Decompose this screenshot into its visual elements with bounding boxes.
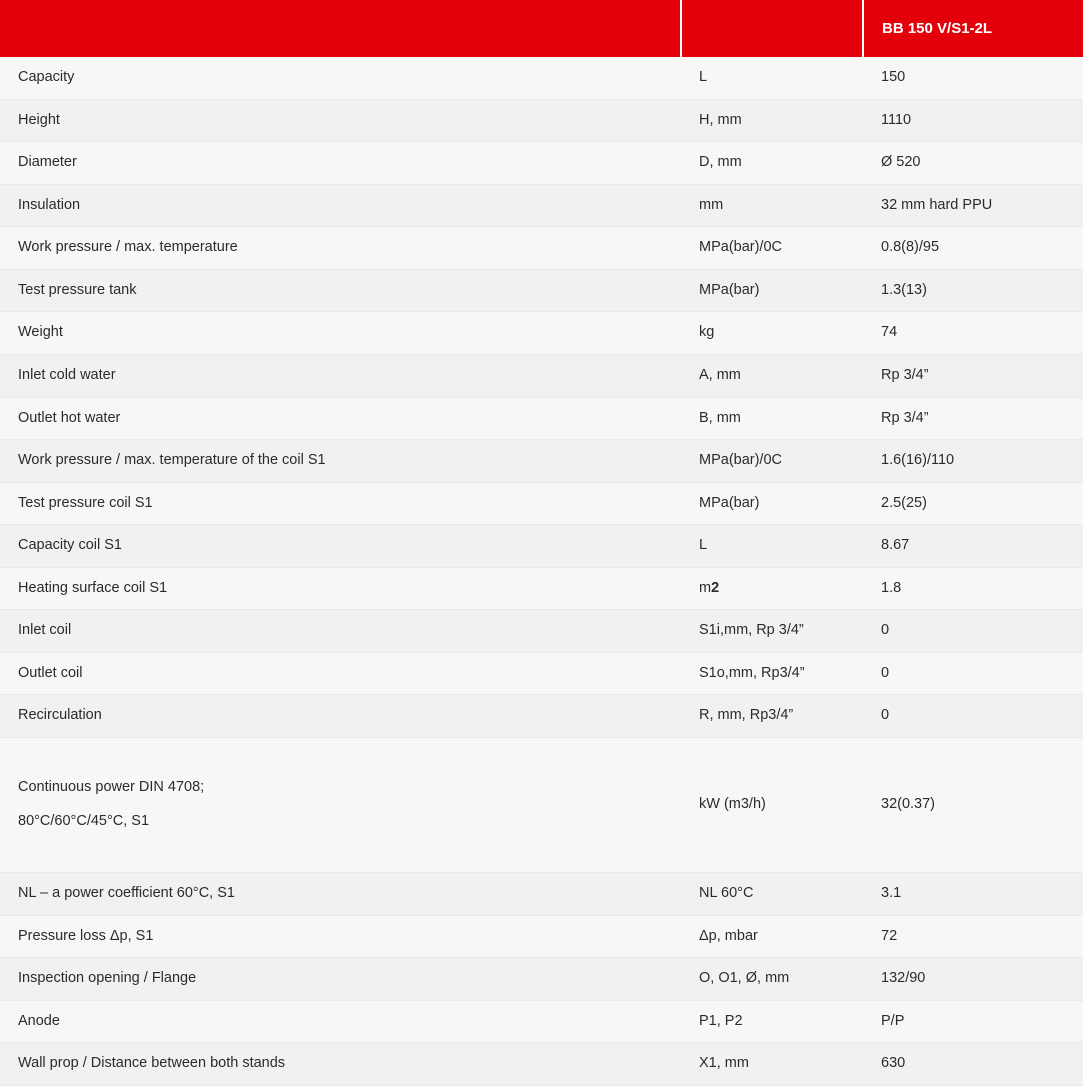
table-row	[0, 1043, 1083, 1086]
cell-unit: Δp, mbar	[681, 915, 863, 958]
cell-parameter: Capacity coil S1	[0, 525, 681, 568]
cell-parameter: Wall prop / Distance between both stands	[0, 1043, 681, 1086]
cell-parameter: Inspection opening / Flange	[0, 958, 681, 1001]
cell-parameter: Pressure loss Δp, S1	[0, 915, 681, 958]
table-row	[0, 915, 1083, 958]
cell-parameter: Test pressure tank	[0, 269, 681, 312]
table-row	[0, 1000, 1083, 1043]
cell-value: 0.8(8)/95	[863, 227, 1083, 270]
cell-unit: O, O1, Ø, mm	[681, 958, 863, 1001]
cell-parameter: Continuous power DIN 4708; 80°C/60°C/45°C, S1	[0, 738, 681, 873]
table-header	[0, 0, 1083, 57]
cell-parameter: Weight	[0, 312, 681, 355]
cell-parameter: Capacity	[0, 57, 681, 99]
cell-value: Ø 520	[863, 142, 1083, 185]
table-body	[0, 57, 1083, 1085]
cell-value: 1.6(16)/110	[863, 440, 1083, 483]
cell-parameter: Diameter	[0, 142, 681, 185]
cell-parameter: Outlet hot water	[0, 397, 681, 440]
cell-unit: NL 60°C	[681, 873, 863, 916]
table-row	[0, 652, 1083, 695]
cell-unit: mm	[681, 184, 863, 227]
cell-parameter: Outlet coil	[0, 652, 681, 695]
cell-value: 630	[863, 1043, 1083, 1086]
table-row	[0, 738, 1083, 873]
header-cell-parameter	[0, 0, 681, 57]
cell-value: 1110	[863, 99, 1083, 142]
cell-parameter: Test pressure coil S1	[0, 482, 681, 525]
cell-unit: MPa(bar)/0C	[681, 227, 863, 270]
cell-value: 72	[863, 915, 1083, 958]
cell-value: 0	[863, 652, 1083, 695]
cell-unit: MPa(bar)/0C	[681, 440, 863, 483]
cell-unit: X1, mm	[681, 1043, 863, 1086]
table-row	[0, 354, 1083, 397]
table-row	[0, 57, 1083, 99]
table-row	[0, 567, 1083, 610]
cell-parameter: Anode	[0, 1000, 681, 1043]
cell-parameter-line2: 80°C/60°C/45°C, S1	[18, 813, 150, 829]
table-header-row	[0, 0, 1083, 57]
table-row	[0, 227, 1083, 270]
header-cell-model: BB 150 V/S1-2L	[863, 0, 1083, 57]
cell-parameter: Height	[0, 99, 681, 142]
cell-value: 0	[863, 610, 1083, 653]
cell-parameter: Work pressure / max. temperature	[0, 227, 681, 270]
cell-value: Rp 3/4”	[863, 354, 1083, 397]
cell-value: 8.67	[863, 525, 1083, 568]
cell-value: 150	[863, 57, 1083, 99]
table-row	[0, 525, 1083, 568]
cell-parameter: Inlet coil	[0, 610, 681, 653]
table-row	[0, 312, 1083, 355]
cell-value: 132/90	[863, 958, 1083, 1001]
cell-parameter: Work pressure / max. temperature of the coil S1	[0, 440, 681, 483]
cell-unit: R, mm, Rp3/4”	[681, 695, 863, 738]
cell-value: 1.3(13)	[863, 269, 1083, 312]
table-row	[0, 269, 1083, 312]
cell-unit: kg	[681, 312, 863, 355]
cell-value: 3.1	[863, 873, 1083, 916]
cell-unit: L	[681, 525, 863, 568]
table-row	[0, 184, 1083, 227]
table-row	[0, 958, 1083, 1001]
cell-value: 74	[863, 312, 1083, 355]
cell-value: P/P	[863, 1000, 1083, 1043]
cell-value: Rp 3/4”	[863, 397, 1083, 440]
cell-value: 0	[863, 695, 1083, 738]
cell-value: 32 mm hard PPU	[863, 184, 1083, 227]
cell-unit: m2	[681, 567, 863, 610]
cell-parameter: Recirculation	[0, 695, 681, 738]
cell-parameter: Heating surface coil S1	[0, 567, 681, 610]
cell-unit: P1, P2	[681, 1000, 863, 1043]
table-row	[0, 440, 1083, 483]
cell-value: 32(0.37)	[863, 738, 1083, 873]
cell-value: 1.8	[863, 567, 1083, 610]
cell-unit: D, mm	[681, 142, 863, 185]
cell-unit: kW (m3/h)	[681, 738, 863, 873]
cell-parameter: Insulation	[0, 184, 681, 227]
cell-value: 2.5(25)	[863, 482, 1083, 525]
cell-unit: B, mm	[681, 397, 863, 440]
cell-unit: MPa(bar)	[681, 269, 863, 312]
cell-unit: S1o,mm, Rp3/4”	[681, 652, 863, 695]
cell-unit: S1i,mm, Rp 3/4”	[681, 610, 863, 653]
cell-unit: A, mm	[681, 354, 863, 397]
table-row	[0, 610, 1083, 653]
cell-unit: H, mm	[681, 99, 863, 142]
table-row	[0, 873, 1083, 916]
cell-parameter: NL – a power coefficient 60°C, S1	[0, 873, 681, 916]
cell-unit: L	[681, 57, 863, 99]
table-row	[0, 482, 1083, 525]
cell-parameter: Inlet cold water	[0, 354, 681, 397]
cell-unit: MPa(bar)	[681, 482, 863, 525]
table-row	[0, 397, 1083, 440]
table-row	[0, 695, 1083, 738]
table-row	[0, 99, 1083, 142]
table-row	[0, 142, 1083, 185]
header-cell-unit	[681, 0, 863, 57]
